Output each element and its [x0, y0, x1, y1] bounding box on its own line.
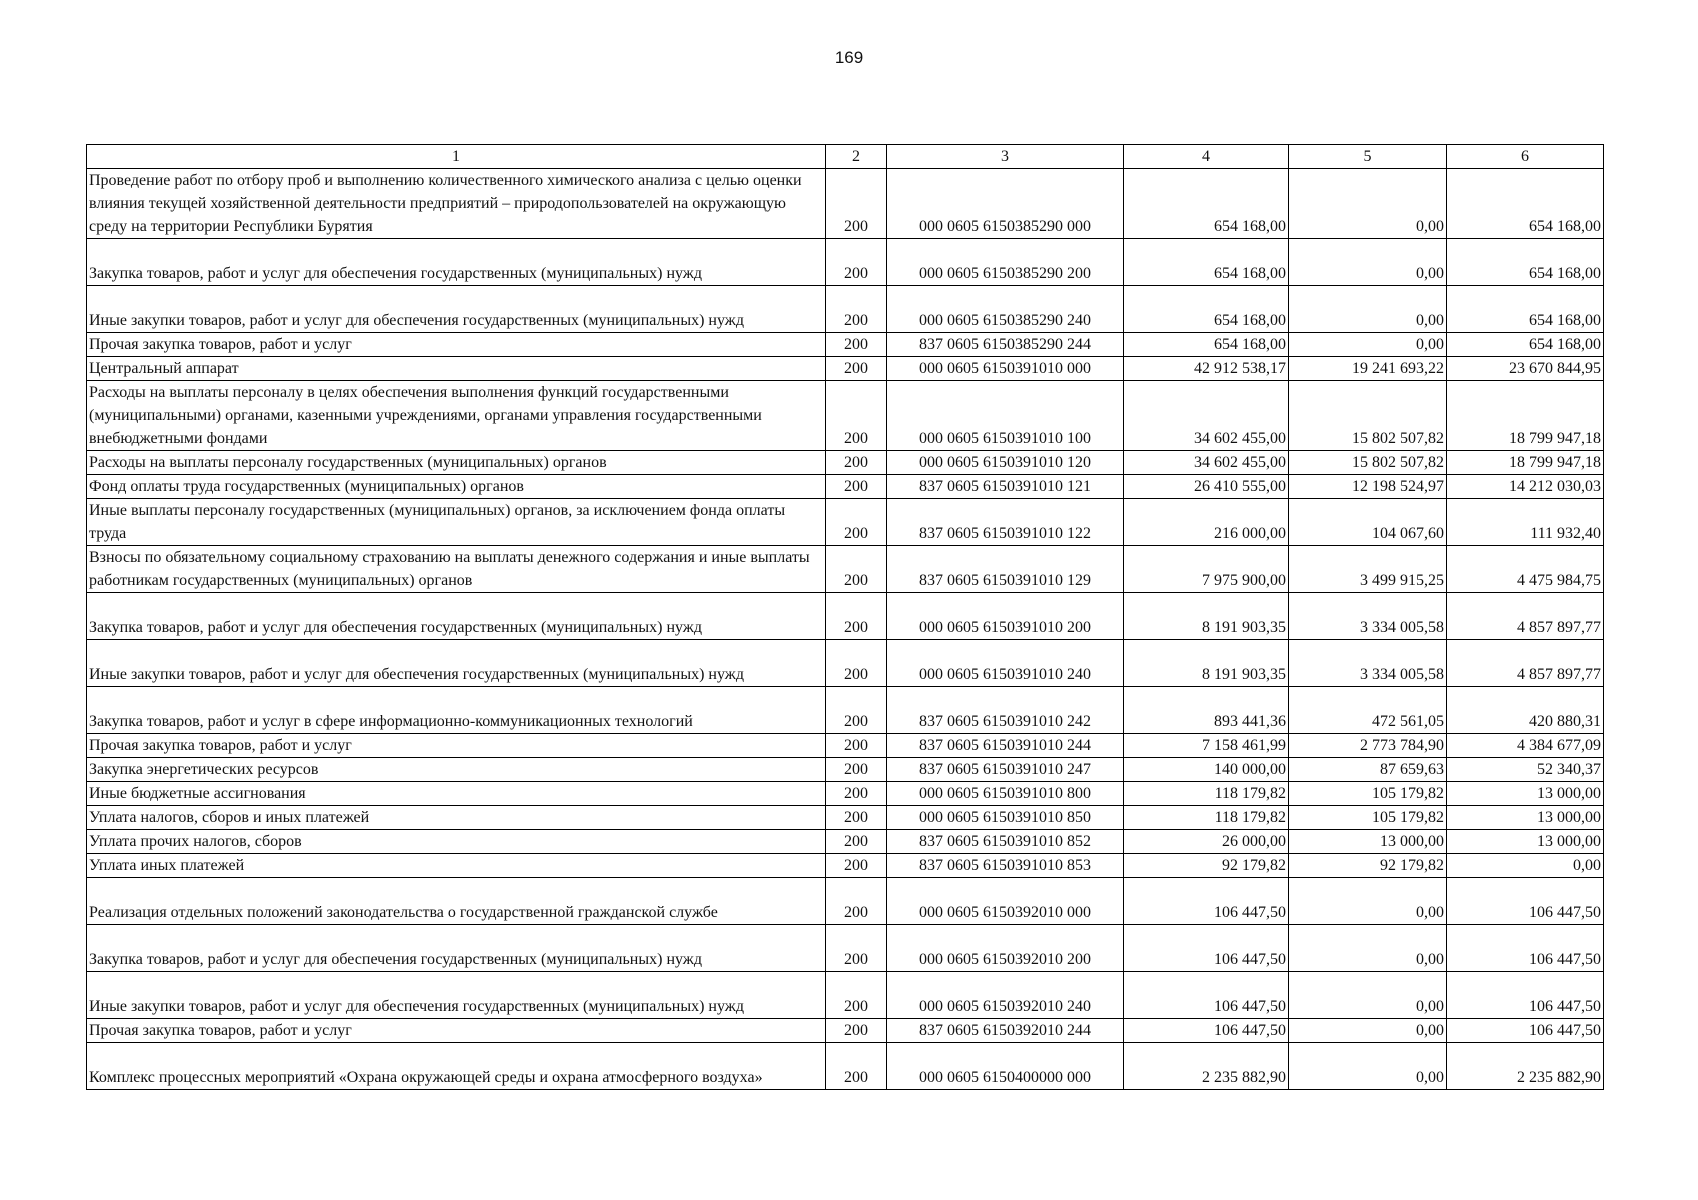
table-row — [87, 357, 1604, 381]
cell-name: Расходы на выплаты персоналу в целях обеспечения выполнения функций государственными (муниципальными) органами, казенными учреждениями, органами управления государственными внебюджетными фондами — [87, 381, 826, 451]
cell-col5: 0,00 — [1289, 972, 1447, 1019]
cell-col2: 200 — [826, 169, 887, 239]
cell-code: 000 0605 6150391010 200 — [887, 593, 1124, 640]
cell-col6: 4 857 897,77 — [1447, 640, 1604, 687]
header-col-1: 1 — [87, 145, 826, 169]
table-row — [87, 830, 1604, 854]
table-row — [87, 499, 1604, 546]
cell-col4: 8 191 903,35 — [1124, 640, 1289, 687]
cell-col6: 654 168,00 — [1447, 239, 1604, 286]
cell-code: 837 0605 6150385290 244 — [887, 333, 1124, 357]
table-row — [87, 782, 1604, 806]
cell-col2: 200 — [826, 1043, 887, 1090]
cell-col4: 106 447,50 — [1124, 925, 1289, 972]
cell-col5: 0,00 — [1289, 169, 1447, 239]
table-row — [87, 806, 1604, 830]
cell-name: Проведение работ по отбору проб и выполнению количественного химического анализа с целью оценки влияния текущей хозяйственной деятельности предприятий – природопользователей на окружающую среду на территории Республики Бурятия — [87, 169, 826, 239]
header-col-2: 2 — [826, 145, 887, 169]
cell-name: Прочая закупка товаров, работ и услуг — [87, 1019, 826, 1043]
cell-col5: 92 179,82 — [1289, 854, 1447, 878]
cell-col6: 654 168,00 — [1447, 169, 1604, 239]
cell-col4: 106 447,50 — [1124, 878, 1289, 925]
cell-col4: 654 168,00 — [1124, 239, 1289, 286]
cell-col5: 15 802 507,82 — [1289, 451, 1447, 475]
cell-col5: 3 499 915,25 — [1289, 546, 1447, 593]
cell-name: Прочая закупка товаров, работ и услуг — [87, 333, 826, 357]
cell-code: 837 0605 6150391010 852 — [887, 830, 1124, 854]
cell-col6: 14 212 030,03 — [1447, 475, 1604, 499]
cell-name: Центральный аппарат — [87, 357, 826, 381]
cell-col4: 106 447,50 — [1124, 972, 1289, 1019]
table-row — [87, 734, 1604, 758]
cell-col2: 200 — [826, 546, 887, 593]
cell-col4: 92 179,82 — [1124, 854, 1289, 878]
table-row — [87, 1043, 1604, 1090]
cell-col6: 106 447,50 — [1447, 925, 1604, 972]
cell-col2: 200 — [826, 687, 887, 734]
cell-code: 837 0605 6150391010 242 — [887, 687, 1124, 734]
cell-col5: 15 802 507,82 — [1289, 381, 1447, 451]
cell-col6: 654 168,00 — [1447, 333, 1604, 357]
cell-code: 000 0605 6150391010 120 — [887, 451, 1124, 475]
cell-col6: 23 670 844,95 — [1447, 357, 1604, 381]
budget-table — [86, 144, 1604, 1090]
cell-col5: 472 561,05 — [1289, 687, 1447, 734]
cell-col4: 8 191 903,35 — [1124, 593, 1289, 640]
cell-code: 000 0605 6150391010 240 — [887, 640, 1124, 687]
cell-name: Иные бюджетные ассигнования — [87, 782, 826, 806]
cell-col5: 3 334 005,58 — [1289, 640, 1447, 687]
table-row — [87, 169, 1604, 239]
cell-col5: 105 179,82 — [1289, 782, 1447, 806]
cell-col2: 200 — [826, 593, 887, 640]
header-col-6: 6 — [1447, 145, 1604, 169]
cell-col2: 200 — [826, 640, 887, 687]
table-row — [87, 381, 1604, 451]
cell-name: Фонд оплаты труда государственных (муниципальных) органов — [87, 475, 826, 499]
cell-col4: 7 158 461,99 — [1124, 734, 1289, 758]
cell-col2: 200 — [826, 1019, 887, 1043]
cell-name: Закупка товаров, работ и услуг для обеспечения государственных (муниципальных) нужд — [87, 593, 826, 640]
cell-col6: 13 000,00 — [1447, 830, 1604, 854]
cell-col5: 19 241 693,22 — [1289, 357, 1447, 381]
cell-code: 837 0605 6150392010 244 — [887, 1019, 1124, 1043]
cell-col5: 0,00 — [1289, 1019, 1447, 1043]
cell-col6: 106 447,50 — [1447, 972, 1604, 1019]
cell-code: 837 0605 6150391010 129 — [887, 546, 1124, 593]
cell-col5: 87 659,63 — [1289, 758, 1447, 782]
cell-col2: 200 — [826, 499, 887, 546]
cell-col2: 200 — [826, 734, 887, 758]
cell-col4: 654 168,00 — [1124, 286, 1289, 333]
table-row — [87, 286, 1604, 333]
cell-code: 837 0605 6150391010 122 — [887, 499, 1124, 546]
cell-col4: 7 975 900,00 — [1124, 546, 1289, 593]
cell-col4: 2 235 882,90 — [1124, 1043, 1289, 1090]
cell-col4: 118 179,82 — [1124, 782, 1289, 806]
cell-name: Расходы на выплаты персоналу государственных (муниципальных) органов — [87, 451, 826, 475]
cell-col2: 200 — [826, 830, 887, 854]
table-row — [87, 1019, 1604, 1043]
table-row — [87, 546, 1604, 593]
cell-col5: 0,00 — [1289, 878, 1447, 925]
cell-col6: 52 340,37 — [1447, 758, 1604, 782]
cell-code: 000 0605 6150391010 800 — [887, 782, 1124, 806]
cell-col5: 2 773 784,90 — [1289, 734, 1447, 758]
cell-col2: 200 — [826, 758, 887, 782]
cell-col2: 200 — [826, 451, 887, 475]
cell-col4: 893 441,36 — [1124, 687, 1289, 734]
cell-col6: 2 235 882,90 — [1447, 1043, 1604, 1090]
cell-col4: 26 410 555,00 — [1124, 475, 1289, 499]
table-row — [87, 451, 1604, 475]
cell-col5: 0,00 — [1289, 286, 1447, 333]
cell-col4: 654 168,00 — [1124, 169, 1289, 239]
cell-col5: 12 198 524,97 — [1289, 475, 1447, 499]
cell-col6: 18 799 947,18 — [1447, 381, 1604, 451]
cell-col2: 200 — [826, 782, 887, 806]
cell-col5: 0,00 — [1289, 1043, 1447, 1090]
header-col-3: 3 — [887, 145, 1124, 169]
header-row — [87, 145, 1604, 169]
cell-col4: 654 168,00 — [1124, 333, 1289, 357]
cell-col2: 200 — [826, 381, 887, 451]
cell-name: Иные закупки товаров, работ и услуг для обеспечения государственных (муниципальных) нужд — [87, 640, 826, 687]
cell-col2: 200 — [826, 239, 887, 286]
cell-col4: 34 602 455,00 — [1124, 381, 1289, 451]
table-row — [87, 758, 1604, 782]
cell-name: Закупка товаров, работ и услуг для обеспечения государственных (муниципальных) нужд — [87, 239, 826, 286]
cell-name: Уплата прочих налогов, сборов — [87, 830, 826, 854]
cell-col6: 4 384 677,09 — [1447, 734, 1604, 758]
cell-col5: 3 334 005,58 — [1289, 593, 1447, 640]
table-row — [87, 333, 1604, 357]
table-row — [87, 640, 1604, 687]
cell-code: 000 0605 6150391010 100 — [887, 381, 1124, 451]
cell-code: 000 0605 6150385290 000 — [887, 169, 1124, 239]
cell-code: 000 0605 6150392010 240 — [887, 972, 1124, 1019]
cell-code: 000 0605 6150385290 200 — [887, 239, 1124, 286]
cell-col4: 42 912 538,17 — [1124, 357, 1289, 381]
cell-col4: 140 000,00 — [1124, 758, 1289, 782]
cell-code: 837 0605 6150391010 853 — [887, 854, 1124, 878]
cell-col6: 18 799 947,18 — [1447, 451, 1604, 475]
cell-code: 000 0605 6150400000 000 — [887, 1043, 1124, 1090]
table-row — [87, 878, 1604, 925]
cell-col2: 200 — [826, 475, 887, 499]
cell-col6: 4 475 984,75 — [1447, 546, 1604, 593]
cell-name: Реализация отдельных положений законодательства о государственной гражданской службе — [87, 878, 826, 925]
table-row — [87, 925, 1604, 972]
table-row — [87, 972, 1604, 1019]
table-row — [87, 593, 1604, 640]
cell-col4: 118 179,82 — [1124, 806, 1289, 830]
table-row — [87, 687, 1604, 734]
cell-code: 000 0605 6150385290 240 — [887, 286, 1124, 333]
cell-col4: 106 447,50 — [1124, 1019, 1289, 1043]
cell-col4: 216 000,00 — [1124, 499, 1289, 546]
cell-name: Закупка товаров, работ и услуг в сфере информационно-коммуникационных технологий — [87, 687, 826, 734]
cell-col2: 200 — [826, 925, 887, 972]
table-row — [87, 854, 1604, 878]
cell-col5: 13 000,00 — [1289, 830, 1447, 854]
cell-col5: 0,00 — [1289, 925, 1447, 972]
cell-col2: 200 — [826, 333, 887, 357]
cell-code: 000 0605 6150391010 850 — [887, 806, 1124, 830]
cell-col2: 200 — [826, 878, 887, 925]
cell-col5: 104 067,60 — [1289, 499, 1447, 546]
cell-name: Уплата налогов, сборов и иных платежей — [87, 806, 826, 830]
cell-col5: 0,00 — [1289, 333, 1447, 357]
cell-col2: 200 — [826, 357, 887, 381]
cell-name: Прочая закупка товаров, работ и услуг — [87, 734, 826, 758]
cell-col4: 34 602 455,00 — [1124, 451, 1289, 475]
cell-code: 837 0605 6150391010 244 — [887, 734, 1124, 758]
table-row — [87, 239, 1604, 286]
page-number: 169 — [834, 48, 864, 67]
cell-col6: 4 857 897,77 — [1447, 593, 1604, 640]
cell-code: 837 0605 6150391010 247 — [887, 758, 1124, 782]
cell-col5: 0,00 — [1289, 239, 1447, 286]
cell-col6: 13 000,00 — [1447, 806, 1604, 830]
cell-name: Иные закупки товаров, работ и услуг для обеспечения государственных (муниципальных) нужд — [87, 286, 826, 333]
cell-col2: 200 — [826, 972, 887, 1019]
cell-col6: 111 932,40 — [1447, 499, 1604, 546]
cell-col6: 106 447,50 — [1447, 1019, 1604, 1043]
cell-col4: 26 000,00 — [1124, 830, 1289, 854]
cell-col6: 13 000,00 — [1447, 782, 1604, 806]
cell-name: Закупка товаров, работ и услуг для обеспечения государственных (муниципальных) нужд — [87, 925, 826, 972]
cell-code: 000 0605 6150392010 000 — [887, 878, 1124, 925]
cell-col2: 200 — [826, 806, 887, 830]
table-row — [87, 475, 1604, 499]
cell-code: 000 0605 6150391010 000 — [887, 357, 1124, 381]
cell-col6: 0,00 — [1447, 854, 1604, 878]
header-col-4: 4 — [1124, 145, 1289, 169]
cell-name: Взносы по обязательному социальному страхованию на выплаты денежного содержания и иные выплаты работникам государственных (муниципальных) органов — [87, 546, 826, 593]
cell-col2: 200 — [826, 854, 887, 878]
header-col-5: 5 — [1289, 145, 1447, 169]
cell-name: Уплата иных платежей — [87, 854, 826, 878]
cell-col6: 654 168,00 — [1447, 286, 1604, 333]
cell-col2: 200 — [826, 286, 887, 333]
cell-col5: 105 179,82 — [1289, 806, 1447, 830]
cell-col6: 420 880,31 — [1447, 687, 1604, 734]
cell-name: Комплекс процессных мероприятий «Охрана окружающей среды и охрана атмосферного воздуха» — [87, 1043, 826, 1090]
cell-name: Иные выплаты персоналу государственных (муниципальных) органов, за исключением фонда оплаты труда — [87, 499, 826, 546]
cell-name: Иные закупки товаров, работ и услуг для обеспечения государственных (муниципальных) нужд — [87, 972, 826, 1019]
cell-col6: 106 447,50 — [1447, 878, 1604, 925]
cell-code: 000 0605 6150392010 200 — [887, 925, 1124, 972]
cell-name: Закупка энергетических ресурсов — [87, 758, 826, 782]
cell-code: 837 0605 6150391010 121 — [887, 475, 1124, 499]
